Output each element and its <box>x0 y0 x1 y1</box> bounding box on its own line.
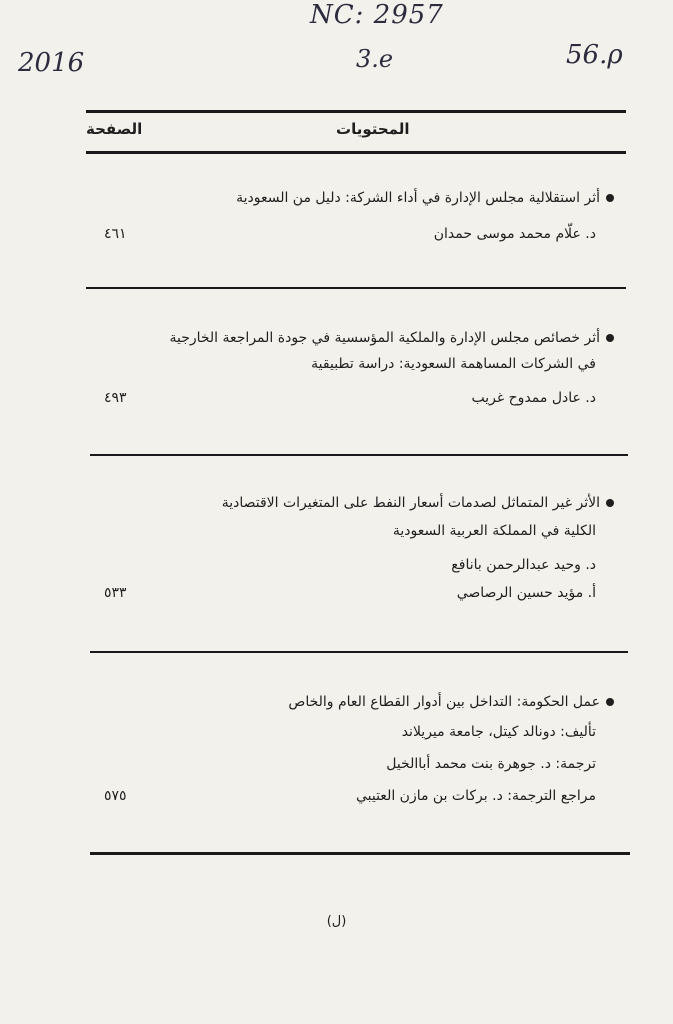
entry-title: أثر استقلالية مجلس الإدارة في أداء الشركة: دليل من السعودية <box>236 190 614 206</box>
bullet-icon <box>606 334 614 342</box>
entry-author: د. عادل ممدوح غريب <box>471 390 596 406</box>
handwritten-issue: 3.e <box>356 45 394 73</box>
entry-page-number: ٤٦١ <box>104 226 127 242</box>
handwritten-year: 2016 <box>18 48 85 78</box>
page-column-heading: الصفحة <box>86 120 143 138</box>
entry-page-number: ٤٩٣ <box>104 390 127 406</box>
entry-author: أ. مؤيد حسين الرصاصي <box>456 585 596 601</box>
entry-title: الأثر غير المتماثل لصدمات أسعار النفط على المتغيرات الاقتصادية <box>222 495 614 511</box>
entry-title: أثر خصائص مجلس الإدارة والملكية المؤسسية في جودة المراجعة الخارجية <box>169 330 614 346</box>
entry-author: تأليف: دونالد كيتل، جامعة ميريلاند <box>401 724 596 740</box>
contents-heading: المحتويات <box>336 120 410 138</box>
header-bottom-rule <box>86 151 626 154</box>
toc-header <box>86 118 626 146</box>
entry-author: د. علّام محمد موسى حمدان <box>433 226 596 242</box>
header-top-rule <box>86 110 626 113</box>
toc-entry <box>86 330 626 410</box>
entry-divider <box>86 287 626 289</box>
bullet-icon <box>606 194 614 202</box>
bleed-through-text <box>608 410 613 429</box>
entry-translator: ترجمة: د. جوهرة بنت محمد أباالخيل <box>386 756 596 772</box>
bullet-icon <box>606 698 614 706</box>
entry-title: عمل الحكومة: التداخل بين أدوار القطاع العام والخاص <box>288 694 614 710</box>
entry-page-number: ٥٧٥ <box>104 788 127 804</box>
entry-divider <box>90 454 628 456</box>
entry-title-continued: في الشركات المساهمة السعودية: دراسة تطبيقية <box>311 356 596 372</box>
page-marker: (ل) <box>326 914 347 929</box>
entry-page-number: ٥٣٣ <box>104 585 127 601</box>
toc-entry <box>86 495 626 605</box>
entry-reviewer: مراجع الترجمة: د. بركات بن مازن العتيبي <box>355 788 596 804</box>
handwritten-catalog-number: NC: 2957 <box>310 0 444 30</box>
entry-author: د. وحيد عبدالرحمن بانافع <box>451 557 596 573</box>
bottom-rule <box>90 852 630 855</box>
entry-divider <box>90 651 628 653</box>
toc-entry <box>86 694 626 814</box>
handwritten-volume: 56.ρ <box>566 40 623 70</box>
bullet-icon <box>606 499 614 507</box>
toc-entry <box>86 190 626 250</box>
entry-title-continued: الكلية في المملكة العربية السعودية <box>392 523 596 539</box>
